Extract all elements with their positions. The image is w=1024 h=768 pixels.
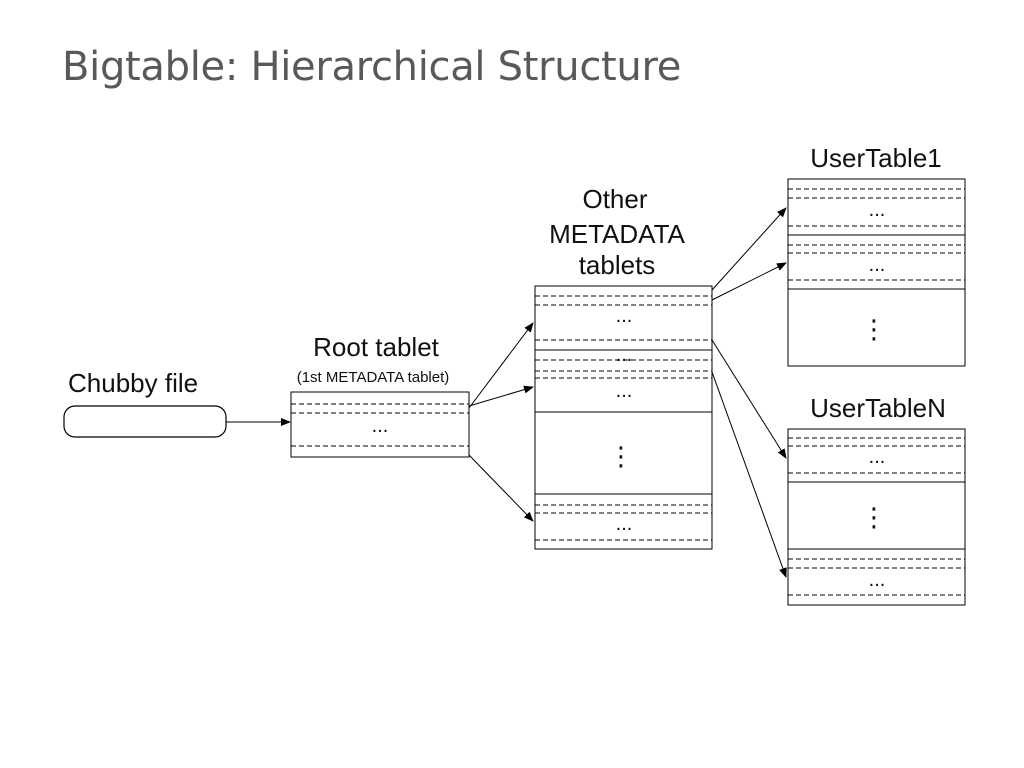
root-tablet-ellipsis: ... — [371, 415, 389, 437]
root-tablet-label: Root tablet — [313, 332, 439, 362]
arrow-metadata-to-usertablen-a — [712, 340, 786, 458]
metadata-label-line-1: Other — [582, 184, 648, 214]
user-table-n-node — [788, 393, 965, 605]
metadata-ellipsis-2: ... — [615, 344, 633, 366]
slide-title: Bigtable: Hierarchical Structure — [62, 44, 682, 90]
metadata-vertical-ellipsis: ⋮ — [608, 441, 634, 471]
chubby-file-box — [64, 406, 226, 437]
arrow-metadata-to-usertable1-a — [712, 208, 786, 290]
user-table-n-ellipsis-2: ... — [868, 569, 886, 591]
metadata-label-line-3: tablets — [578, 250, 656, 280]
chubby-file-label: Chubby file — [68, 368, 199, 398]
root-tablet-sublabel: (1st METADATA tablet) — [296, 369, 450, 386]
metadata-label-line-2: METADATA — [549, 219, 685, 249]
user-table-n-label: UserTableN — [810, 393, 946, 423]
metadata-tablets-node — [535, 184, 712, 549]
metadata-ellipsis-3: ... — [615, 380, 633, 402]
user-table-1-node — [788, 143, 965, 366]
user-table-1-label: UserTable1 — [810, 143, 942, 173]
user-table-n-ellipsis-1: ... — [868, 446, 886, 468]
arrow-root-to-metadata-1 — [469, 323, 533, 408]
user-table-1-ellipsis-2: ... — [868, 254, 886, 276]
arrow-metadata-to-usertable1-b — [712, 263, 786, 300]
metadata-ellipsis-4: ... — [615, 513, 633, 535]
metadata-ellipsis-1: ... — [615, 305, 633, 327]
root-tablet-node — [291, 332, 469, 457]
arrow-root-to-metadata-2 — [469, 387, 533, 406]
arrow-metadata-to-usertablen-b — [712, 372, 786, 577]
arrow-root-to-metadata-last — [469, 455, 533, 521]
user-table-1-vertical-ellipsis: ⋮ — [861, 314, 887, 344]
user-table-n-vertical-ellipsis: ⋮ — [861, 502, 887, 532]
user-table-1-ellipsis-1: ... — [868, 199, 886, 221]
chubby-file-node — [64, 368, 226, 437]
